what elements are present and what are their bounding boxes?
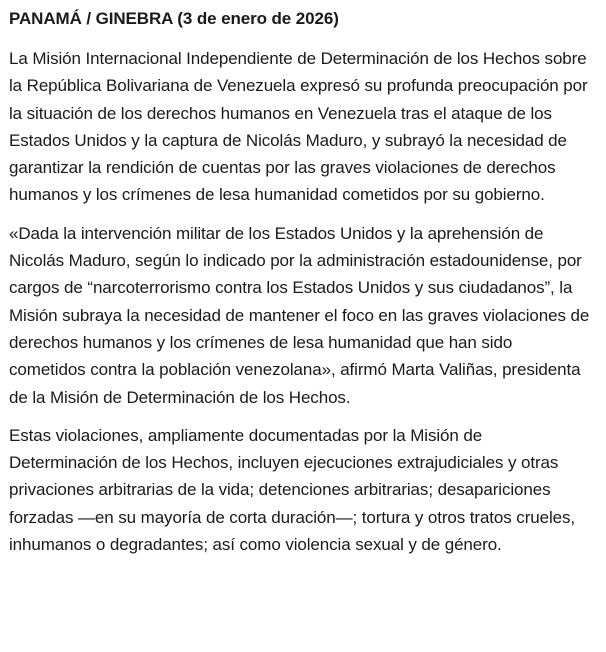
paragraph: La Misión Internacional Independiente de Determinación de los Hechos sobre la República Bolivariana de Venezuela expresó su profunda preocupación por la situación de los derechos humanos en Venezuela tras el ataque de los Estados Unidos y la captura de Nicolás Maduro, y subrayó la necesidad de garantizar la rendición de cuentas por las graves violaciones de derechos humanos y los crímenes de lesa humanidad cometidos por su gobierno. [9,49,588,205]
dateline: PANAMÁ / GINEBRA (3 de enero de 2026) [9,9,339,28]
paragraph: Estas violaciones, ampliamente documentadas por la Misión de Determinación de los Hechos, incluyen ejecuciones extrajudiciales y otras privaciones arbitrarias de la vida; detenciones arbitrarias; desapariciones forzadas —en su mayoría de corta duración—; tortura y otros tratos crueles, inhumanos o degradantes; así como violencia sexual y de género. [9,425,576,555]
paragraph: «Dada la intervención militar de los Estados Unidos y la aprehensión de Nicolás Maduro, según lo indicado por la administración estadounidense, por cargos de “narcoterrorismo contra los Estados Unidos y sus ciudadanos”, la Misión subraya la necesidad de mantener el foco en las graves violaciones de derechos humanos y los crímenes de lesa humanidad que han sido cometidos contra la población venezolana», afirmó Marta Valiñas, presidenta de la Misión de Determinación de los Hechos. [9,223,590,407]
